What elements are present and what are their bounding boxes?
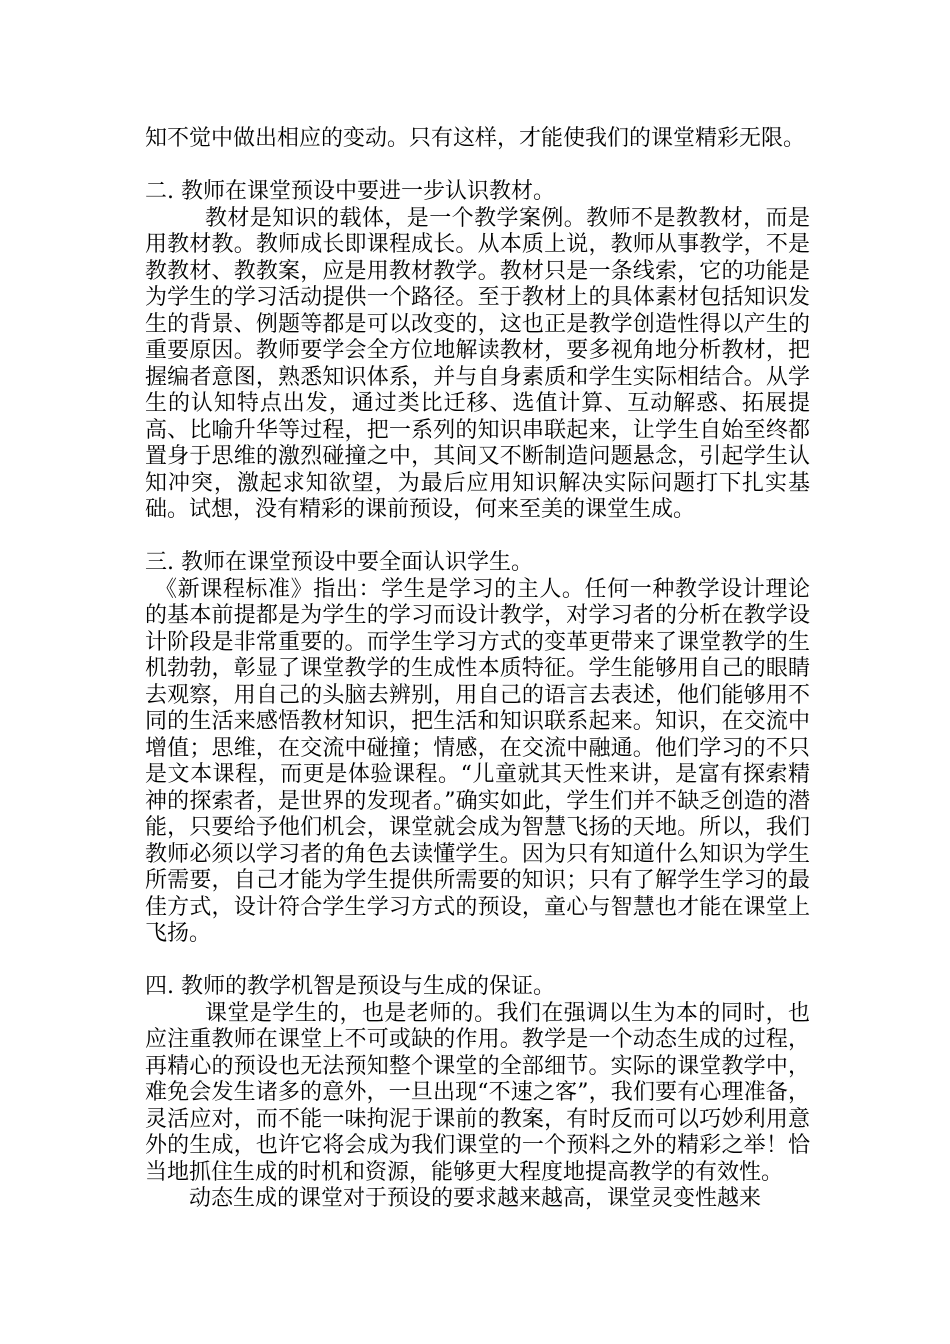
section-heading-4: 四. 教师的教学机智是预设与生成的保证。 xyxy=(145,974,555,999)
paragraph-textbook: 教材是知识的载体，是一个教学案例。教师不是教教材，而是用教材教。教师成长即课程成长。从本质上说，教师从事教学，不是教教材、教教案，应是用教材教学。教材只是一条线索，它的功能是为学生的学习活动提供一个路径。至于教材上的具体素材包括知识发生的背景、例题等都是可以改变的，这也正是教学创造性得以产生的重要原因。教师要学会全方位地解读教材，要多视角地分析教材，把握编者意图，熟悉知识体系，并与自身素质和学生实际相结合。从学生的认知特点出发，通过类比迁移、选值计算、互动解惑、拓展提高、比喻升华等过程，把一系列的知识串联起来，让学生自始至终都置身于思维的激烈碰撞之中，其间又不断制造问题悬念，引起学生认知冲突，激起求知欲望，为最后应用知识解决实际问题打下扎实基础。试想，没有精彩的课前预设，何来至美的课堂生成。 xyxy=(145,205,810,522)
paragraph-students: 《新课程标准》指出：学生是学习的主人。任何一种教学设计理论的基本前提都是为学生的学习而设计教学，对学习者的分析在教学设计阶段是非常重要的。而学生学习方式的变革更带来了课堂教学的生机勃勃，彰显了课堂教学的生成性本质特征。学生能够用自己的眼睛去观察，用自己的头脑去辨别，用自己的语言去表述，他们能够用不同的生活来感悟教材知识，把生活和知识联系起来。知识，在交流中增值；思维，在交流中碰撞；情感，在交流中融通。他们学习的不只是文本课程，而更是体验课程。“儿童就其天性来讲，是富有探索精神的探索者，是世界的发现者。”确实如此，学生们并不缺乏创造的潜能，只要给予他们机会，课堂就会成为智慧飞扬的天地。所以，我们教师必须以学习者的角色去读懂学生。因为只有知道什么知识为学生所需要，自己才能为学生提供所需要的知识；只有了解学生学习的最佳方式，设计符合学生学习方式的预设，童心与智慧也才能在课堂上飞扬。 xyxy=(145,576,810,946)
paragraph-continuation: 知不觉中做出相应的变动。只有这样，才能使我们的课堂精彩无限。 xyxy=(145,126,806,151)
document-body xyxy=(145,126,810,1213)
paragraph-teaching-wit: 课堂是学生的，也是老师的。我们在强调以生为本的同时，也应注重教师在课堂上不可或缺的作用。教学是一个动态生成的过程，再精心的预设也无法预知整个课堂的全部细节。实际的课堂教学中，难免会发生诸多的意外，一旦出现“不速之客”，我们要有心理准备，灵活应对，而不能一味拘泥于课前的教案，有时反而可以巧妙利用意外的生成，也许它将会成为我们课堂的一个预料之外的精彩之举！恰当地抓住生成的时机和资源，能够更大程度地提高教学的有效性。 xyxy=(145,1000,810,1185)
section-heading-2: 二. 教师在课堂预设中要进一步认识教材。 xyxy=(145,179,555,204)
paragraph-dynamic-classroom: 动态生成的课堂对于预设的要求越来越高，课堂灵变性越来 xyxy=(189,1186,762,1211)
section-heading-3: 三. 教师在课堂预设中要全面认识学生。 xyxy=(145,550,533,575)
